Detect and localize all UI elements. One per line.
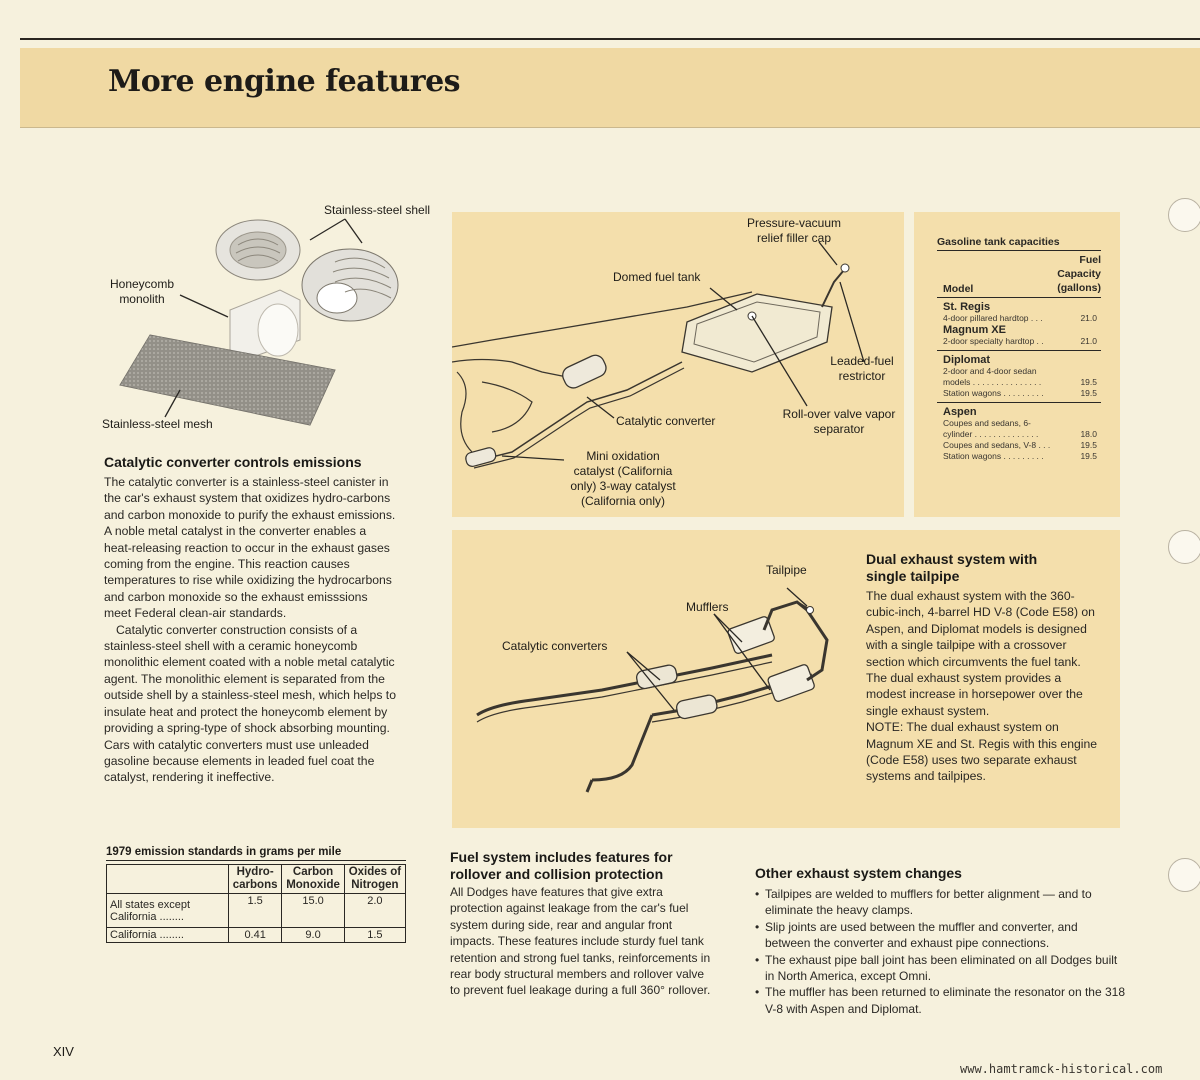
label-pressure-vacuum-cap: Pressure-vacuum relief filler cap xyxy=(746,216,842,245)
lower-shell-half xyxy=(302,249,398,321)
tank-line: Coupes and sedans, V-8 . . . 19.5 xyxy=(943,440,1097,450)
catalytic-converter-illustration xyxy=(100,195,445,445)
tank-group-diplomat xyxy=(937,351,1101,403)
catalytic-paragraph-2: Catalytic converter construction consists of a stainless-steel shell with a ceramic honeycomb monolithic element coated with a noble metal catalytic agent. The monolithic element is separated from the outside shell by a stainless-steel mesh, which helps to insulate heat and protect the honeycomb element by providing a spring-type of shock absorbing mounting. Cars with catalytic converters must use unleaded gasoline because elements in leaded fuel coat the catalyst, rendering it ineffective. xyxy=(104,622,396,785)
emissions-table-caption: 1979 emission standards in grams per mile xyxy=(106,846,342,858)
label-rollover-valve: Roll-over valve vapor separator xyxy=(782,407,896,436)
tank-line: 4-door pillared hardtop . . . 21.0 xyxy=(943,313,1097,323)
page-number: XIV xyxy=(53,1044,74,1059)
emissions-header-co: Carbon Monoxide xyxy=(282,865,344,894)
tank-line: Station wagons . . . . . . . . . 19.5 xyxy=(943,451,1097,461)
title-band-rule xyxy=(20,127,1200,128)
muffler-shape xyxy=(767,664,815,703)
label-mufflers: Mufflers xyxy=(686,600,729,614)
page-title: More engine features xyxy=(108,64,461,99)
tank-group-aspen xyxy=(937,403,1101,465)
converter-shape xyxy=(675,694,718,720)
emissions-cell: 9.0 xyxy=(282,928,344,943)
binder-hole-top xyxy=(1168,198,1200,232)
catalytic-paragraph-1: The catalytic converter is a stainless-steel canister in the car's exhaust system that oxidizes hydro-carbons and carbon monoxide to purify the exhaust emissions. A noble metal catalyst in the converter enables a heat-releasing reaction to occur in the exhaust gases coming from the engine. This reaction causes temperatures to rise while oxidizing the hydrocarbons and carbon monoxide so the exhaust emisssions meet Federal clean-air standards. xyxy=(104,475,396,621)
emissions-header-blank xyxy=(107,865,229,894)
stainless-steel-mesh xyxy=(120,335,335,425)
dual-exhaust-body xyxy=(866,588,1098,785)
tank-line: models . . . . . . . . . . . . . . . 19.5 xyxy=(943,377,1097,387)
label-tailpipe: Tailpipe xyxy=(766,563,807,577)
emissions-header-hc: Hydro- carbons xyxy=(229,865,282,894)
label-catalytic-converter: Catalytic converter xyxy=(616,414,716,428)
fuel-system-heading: Fuel system includes features for rollover and collision protection xyxy=(450,849,673,882)
emissions-cell: 15.0 xyxy=(282,894,344,928)
emissions-cell: 1.5 xyxy=(229,894,282,928)
label-domed-fuel-tank: Domed fuel tank xyxy=(613,270,701,284)
emissions-cell: 1.5 xyxy=(344,928,405,943)
label-honeycomb-monolith: Honeycomb monolith xyxy=(109,277,175,306)
tank-line: 2-door and 4-door sedan xyxy=(943,366,1037,376)
catalytic-converter-shape xyxy=(560,352,609,391)
list-item: • Slip joints are used between the muffler and converter, and between the converter and exhaust pipe connections. xyxy=(755,919,1125,952)
domed-fuel-tank xyxy=(682,294,832,372)
emissions-table-rule xyxy=(106,860,406,861)
list-item: • Tailpipes are welded to mufflers for better alignment — and to eliminate the heavy clamps. xyxy=(755,886,1125,919)
tank-col-model: Model xyxy=(943,283,974,295)
emissions-header-row xyxy=(107,865,406,894)
label-mini-oxidation-catalyst: Mini oxidation catalyst (California only) 3-way catalyst (California only) xyxy=(570,449,676,508)
tank-table-header xyxy=(937,251,1101,298)
table-row xyxy=(107,928,406,943)
tank-model-name: St. Regis xyxy=(943,301,991,313)
binder-hole-middle xyxy=(1168,530,1200,564)
catalytic-body xyxy=(104,474,396,786)
tank-line: Coupes and sedans, 6- xyxy=(943,418,1031,428)
top-rule xyxy=(20,38,1200,40)
tank-model-name: Aspen xyxy=(943,406,977,418)
emissions-cell: 0.41 xyxy=(229,928,282,943)
table-row xyxy=(107,894,406,928)
label-stainless-steel-shell: Stainless-steel shell xyxy=(324,203,431,217)
catalytic-heading: Catalytic converter controls emissions xyxy=(104,454,362,470)
emissions-row-label: All states except California ........ xyxy=(107,894,229,928)
dual-exhaust-note: NOTE: The dual exhaust system on Magnum XE and St. Regis with this engine (Code E58) uses two separate exhaust systems and tailpipes. xyxy=(866,720,1098,784)
tank-capacity-table xyxy=(937,236,1101,465)
emissions-table xyxy=(106,864,406,943)
emissions-cell: 2.0 xyxy=(344,894,405,928)
emissions-header-nox: Oxides of Nitrogen xyxy=(344,865,405,894)
tank-line: Station wagons . . . . . . . . . 19.5 xyxy=(943,388,1097,398)
tank-line: 2-door specialty hardtop . . 21.0 xyxy=(943,336,1097,346)
tank-model-name: Diplomat xyxy=(943,354,991,366)
binder-hole-bottom xyxy=(1168,858,1200,892)
label-catalytic-converters: Catalytic converters xyxy=(502,639,608,653)
list-item: • The muffler has been returned to eliminate the resonator on the 318 V-8 with Aspen and Diplomat. xyxy=(755,984,1125,1017)
list-item: • The exhaust pipe ball joint has been eliminated on all Dodges built in North America, except Omni. xyxy=(755,952,1125,985)
watermark: www.hamtramck-historical.com xyxy=(960,1062,1163,1076)
tank-line: cylinder . . . . . . . . . . . . . . 18.0 xyxy=(943,429,1097,439)
label-stainless-steel-mesh: Stainless-steel mesh xyxy=(102,417,213,431)
tank-model-name: Magnum XE xyxy=(943,324,1006,336)
tank-group-stregis-magnum xyxy=(937,298,1101,351)
dual-exhaust-paragraph-1: The dual exhaust system with the 360-cubic-inch, 4-barrel HD V-8 (Code E58) on Aspen, and Diplomat models is designed with a single tailpipe with a crossover section which circumvents the fuel tank. The dual exhaust system provides a modest increase in horsepower over the single exhaust system. xyxy=(866,589,1095,718)
upper-shell-half xyxy=(216,220,300,280)
other-exhaust-heading: Other exhaust system changes xyxy=(755,865,962,881)
fuel-system-body: All Dodges have features that give extra protection against leakage from the car's fuel system during side, rear and angular front impacts. These features include sturdy fuel tank retention and strong fuel tanks, reinforcements in rear body structural members and rollover valve to prevent fuel leakage during a full 360° rollover. xyxy=(450,885,711,998)
emissions-row-label: California ........ xyxy=(107,928,229,943)
honeycomb-monolith xyxy=(230,290,300,358)
tank-table-caption: Gasoline tank capacities xyxy=(937,236,1101,251)
dual-exhaust-heading: Dual exhaust system with single tailpipe xyxy=(866,551,1038,584)
tank-col-capacity: Fuel Capacity (gallons) xyxy=(1057,254,1101,294)
label-leaded-fuel-restrictor: Leaded-fuel restrictor xyxy=(830,354,894,383)
other-exhaust-list xyxy=(755,886,1125,1017)
